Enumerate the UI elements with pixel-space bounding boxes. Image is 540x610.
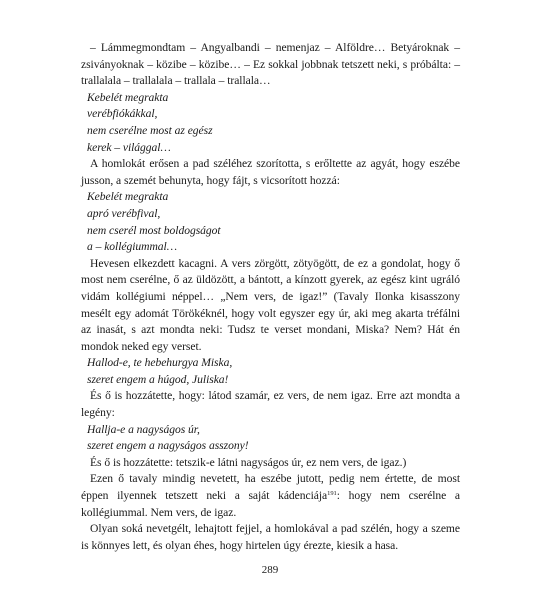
verse-line: kerek – világgal… bbox=[87, 140, 171, 154]
paragraph-text: Ezen ő tavaly mindig nevetett, ha eszébe jutott, pedig nem értette, de most éppen ilyennek tetszett neki a saját kádenciája bbox=[81, 472, 460, 503]
verse-stanza bbox=[81, 189, 460, 255]
paragraph: Olyan soká nevetgélt, lehajtott fejjel, a homlokával a pad szélén, hogy a szeme is könnyes lett, és olyan éhes, hogy hirtelen úgy érezte, kiesik a hasa. bbox=[81, 522, 460, 552]
page-number: 289 bbox=[261, 564, 279, 576]
verse-stanza bbox=[81, 355, 460, 388]
paragraph: – Lámmegmondtam – Angyalbandi – nemenjaz – Alföldre… Betyároknak – zsiványoknak – közibe – közibe… – Ez sokkal jobbnak tetszett neki, s próbálta: – trallalala – trallalala – trallala – trallala… bbox=[81, 41, 460, 88]
verse-stanza bbox=[81, 422, 460, 455]
verse-line: szeret engem a húgod, Juliska! bbox=[87, 372, 229, 386]
verse-line: Hallja-e a nagyságos úr, bbox=[87, 422, 200, 436]
verse-line: Kebelét megrakta bbox=[87, 190, 169, 204]
verse-line: a – kollégiummal… bbox=[87, 240, 177, 254]
paragraph: Hevesen elkezdett kacagni. A vers zörgött, zötyögött, de ez a gondolat, hogy ő most nem cserélne, ő az üldözött, a bántott, a kínzott gyerek, az egész kint ugráló vidám kollégiumi néppel… „Nem vers, de igaz!” (Tavaly Ilonka kisasszony mesélt egy adomát Törökéknél, hogy volt egyszer egy úr, aki meg akarta tréfálni az inasát, s azt mondta neki: Tudsz te verset mondani, Miska? Nem? Hát én mondok neked egy verset. bbox=[81, 256, 460, 353]
verse-stanza bbox=[81, 90, 460, 156]
paragraph-text: : hogy nem cserélne a kollégiummal. Nem vers, de igaz. bbox=[81, 489, 460, 519]
footnote-reference: 191 bbox=[327, 490, 337, 498]
verse-line: verébfiókákkal, bbox=[87, 107, 158, 121]
paragraph: A homlokát erősen a pad széléhez szorította, s erőltette az agyát, hogy eszébe jusson, a szemét behunyta, hogy fájt, s vicsorított hozzá: bbox=[81, 157, 460, 187]
paragraph: És ő is hozzátette, hogy: látod szamár, ez vers, de nem igaz. Erre azt mondta a legény: bbox=[81, 389, 460, 420]
verse-line: nem cserélne most az egész bbox=[87, 123, 213, 137]
verse-line: apró verébfival, bbox=[87, 206, 161, 220]
verse-line: nem cserél most boldogságot bbox=[87, 223, 221, 237]
paragraph bbox=[81, 471, 460, 521]
verse-line: Hallod-e, te hebehurgya Miska, bbox=[87, 356, 233, 370]
paragraph: És ő is hozzátette: tetszik-e látni nagyságos úr, ez nem vers, de igaz.) bbox=[90, 455, 407, 469]
verse-line: Kebelét megrakta bbox=[87, 90, 169, 104]
body-text bbox=[81, 40, 460, 554]
verse-line: szeret engem a nagyságos asszony! bbox=[87, 439, 249, 453]
